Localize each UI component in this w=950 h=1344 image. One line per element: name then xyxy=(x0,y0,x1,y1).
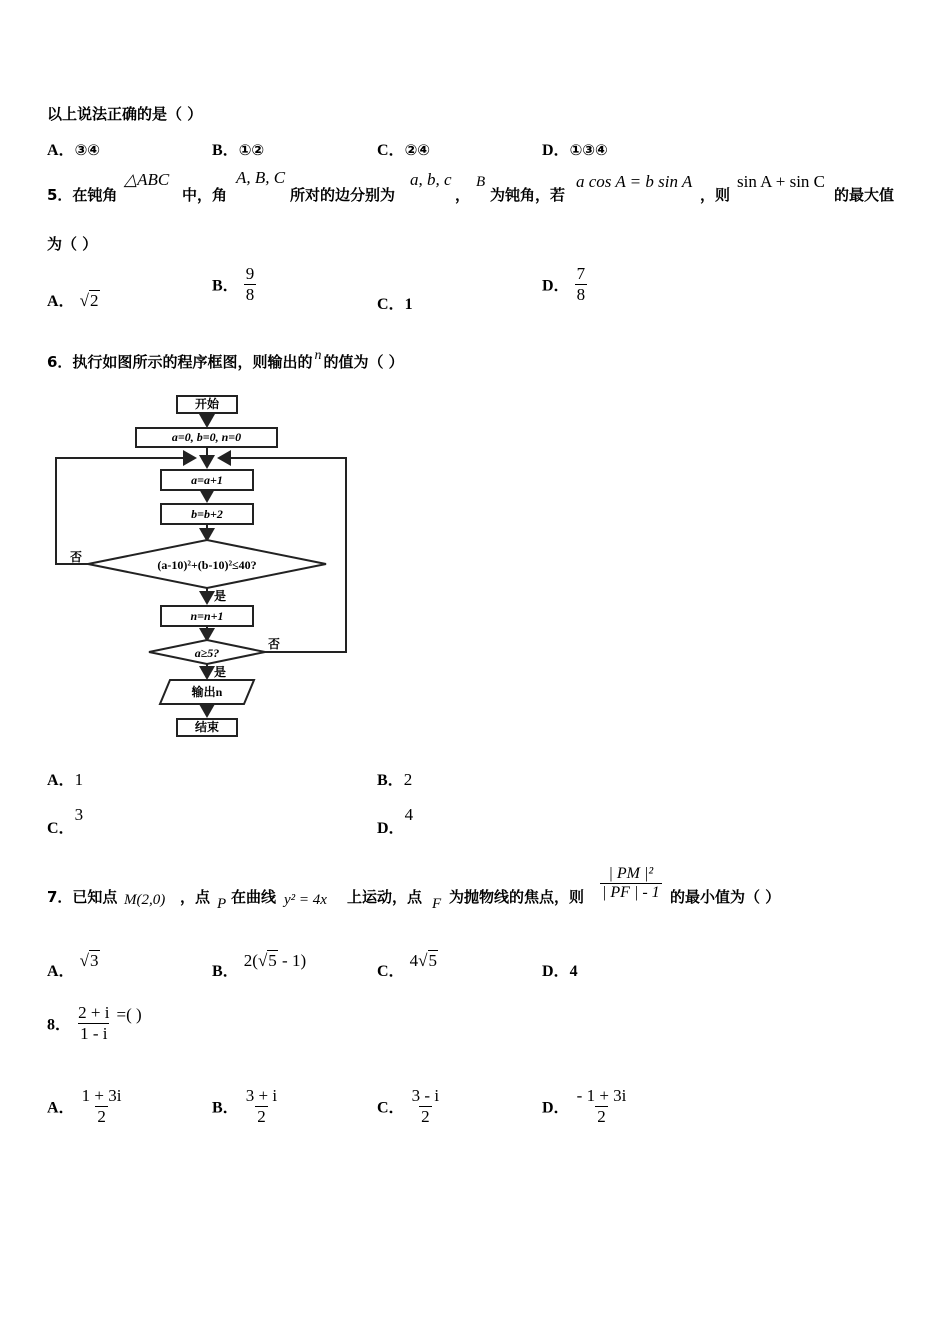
q5-b-var: B xyxy=(476,174,486,190)
q7-text-1: ，点 xyxy=(180,888,211,906)
q6-option-b[interactable] xyxy=(377,767,412,790)
fraction xyxy=(76,1003,111,1043)
flow-step-n: n=n+1 xyxy=(160,605,254,627)
q7-option-a[interactable] xyxy=(47,948,100,980)
q7-option-b[interactable] xyxy=(212,948,307,980)
option-value: ②④ xyxy=(404,141,430,159)
denominator: 8 xyxy=(245,284,255,304)
numerator: 7 xyxy=(576,264,586,283)
sqrt-expression: √3 xyxy=(79,951,99,970)
option-label: B． xyxy=(377,772,404,789)
flow-start: 开始 xyxy=(176,395,238,414)
option-label: D． xyxy=(377,820,405,837)
q8-stem xyxy=(47,1003,142,1043)
sqrt-expression: 4√5 xyxy=(409,951,437,970)
q6-option-c[interactable] xyxy=(47,802,84,837)
q8-suffix: =( ) xyxy=(116,1005,142,1025)
q7-text-2: 在曲线 xyxy=(231,888,277,906)
fraction xyxy=(244,1086,279,1126)
numerator: | PM |² xyxy=(608,865,654,882)
cond2-text: a≥5? xyxy=(194,646,220,660)
radicand: 5 xyxy=(268,951,277,970)
option-value: 4 xyxy=(404,805,414,824)
flow-step-b: b=b+2 xyxy=(160,503,254,525)
q5-text-1: 中，角 xyxy=(182,186,228,204)
option-label: B． xyxy=(212,277,239,295)
intro-text: 以上说法正确的是（ ） xyxy=(47,105,203,123)
option-value: ①③④ xyxy=(569,141,608,159)
q5-text-4: 为钝角，若 xyxy=(490,186,566,204)
q7-text-3: 上运动，点 xyxy=(347,888,423,906)
q5-triangle: △ABC xyxy=(124,170,170,189)
q7-option-c[interactable] xyxy=(377,948,438,980)
expr-prefix: 2( xyxy=(243,951,258,970)
radicand: 5 xyxy=(428,951,437,970)
cond1-text: (a-10)²+(b-10)²≤40? xyxy=(157,558,257,572)
expr-suffix: - 1) xyxy=(277,951,307,970)
option-label: C． xyxy=(377,142,405,159)
output-text: 输出n xyxy=(191,685,223,699)
option-value: 1 xyxy=(74,770,84,789)
q5-text-2: 所对的边分别为 xyxy=(290,186,396,204)
q7-point-m: M(2,0) xyxy=(124,892,166,908)
q6-suffix: 的值为（ ） xyxy=(323,353,404,371)
denominator: 8 xyxy=(576,284,586,304)
option-value: 2 xyxy=(403,770,413,789)
option-value: ①② xyxy=(238,141,265,159)
q7-text-5: 的最小值为（ ） xyxy=(670,888,781,906)
numerator: 3 - i xyxy=(411,1086,440,1105)
q5-sides: a, b, c xyxy=(410,170,452,189)
q6-option-a[interactable] xyxy=(47,767,83,790)
q6-prefix: 6．执行如图所示的程序框图，则输出的 xyxy=(47,353,313,371)
sqrt-expression: √2 xyxy=(79,291,99,310)
denominator: 1 - i xyxy=(80,1023,108,1043)
denominator: 2 xyxy=(597,1106,606,1126)
option-label: B． xyxy=(212,142,239,159)
numerator: 2 + i xyxy=(78,1003,110,1022)
option-label: D． xyxy=(542,142,570,159)
option-value: 1 xyxy=(404,296,413,313)
option-label: B． xyxy=(212,1099,239,1117)
q5-expr: sin A + sin C xyxy=(737,172,826,191)
radicand: 3 xyxy=(90,951,99,970)
q6-option-d[interactable] xyxy=(377,802,414,837)
q8-option-b[interactable] xyxy=(212,1086,279,1126)
flow-end: 结束 xyxy=(176,718,238,737)
radicand: 2 xyxy=(90,291,99,310)
q7-prefix: 7．已知点 xyxy=(47,888,118,906)
q5-prefix: 5．在钝角 xyxy=(47,186,118,204)
q8-option-a[interactable] xyxy=(47,1086,123,1126)
numerator: - 1 + 3i xyxy=(576,1086,627,1105)
flow-init: a=0, b=0, n=0 xyxy=(135,427,278,448)
q6-var: n xyxy=(314,348,322,363)
denominator: 2 xyxy=(97,1106,106,1126)
numerator: 1 + 3i xyxy=(81,1086,122,1105)
option-value: ③④ xyxy=(74,141,100,159)
option-label: D． xyxy=(542,1099,570,1117)
option-label: C． xyxy=(377,1099,405,1117)
option-label: D． xyxy=(542,277,570,295)
q7-point-f: F xyxy=(432,896,442,912)
fraction xyxy=(410,1086,441,1126)
q5-text-6: 的最大值 xyxy=(834,186,895,204)
option-value: 3 xyxy=(74,805,84,824)
option-label: A． xyxy=(47,142,75,159)
q8-prefix: 8． xyxy=(47,1016,72,1034)
q5-line-2: 为（ ） xyxy=(47,235,98,253)
option-label: A． xyxy=(47,772,75,789)
denominator: 2 xyxy=(257,1106,266,1126)
q5-text-3: ， xyxy=(455,186,471,204)
numerator: 9 xyxy=(245,264,255,283)
q7-option-d[interactable] xyxy=(542,958,578,981)
option-label: D． xyxy=(542,963,570,980)
option-label: A． xyxy=(47,963,75,980)
yes-label-1: 是 xyxy=(214,589,227,603)
sqrt-expression: 2(√5 - 1) xyxy=(243,951,307,970)
q5-condition: a cos A = b sin A xyxy=(576,172,693,191)
option-label: B． xyxy=(212,963,239,980)
q5-text-5: ，则 xyxy=(700,186,731,204)
yes-label-2: 是 xyxy=(214,665,227,679)
numerator: 3 + i xyxy=(245,1086,278,1105)
q5-angles: A, B, C xyxy=(236,168,286,187)
option-label: C． xyxy=(47,820,75,837)
q8-option-c[interactable] xyxy=(377,1086,441,1126)
option-label: A． xyxy=(47,293,75,310)
denominator: 2 xyxy=(421,1106,430,1126)
no-label-1: 否 xyxy=(70,550,83,564)
option-value: 4 xyxy=(569,963,578,980)
q7-fraction xyxy=(600,863,662,903)
option-label: A． xyxy=(47,1099,75,1117)
q7-text-4: 为抛物线的焦点，则 xyxy=(449,888,585,906)
denominator: | PF | - 1 xyxy=(602,884,660,902)
fraction xyxy=(575,1086,629,1126)
q7-curve: y² = 4x xyxy=(284,892,327,908)
flow-step-a: a=a+1 xyxy=(160,469,254,491)
fraction xyxy=(80,1086,124,1126)
q8-option-d[interactable] xyxy=(542,1086,628,1126)
option-label: C． xyxy=(377,963,405,980)
no-label-2: 否 xyxy=(268,637,281,651)
expr-prefix: 4 xyxy=(409,951,419,970)
option-label: C． xyxy=(377,296,405,313)
q7-point-p: P xyxy=(217,896,227,912)
